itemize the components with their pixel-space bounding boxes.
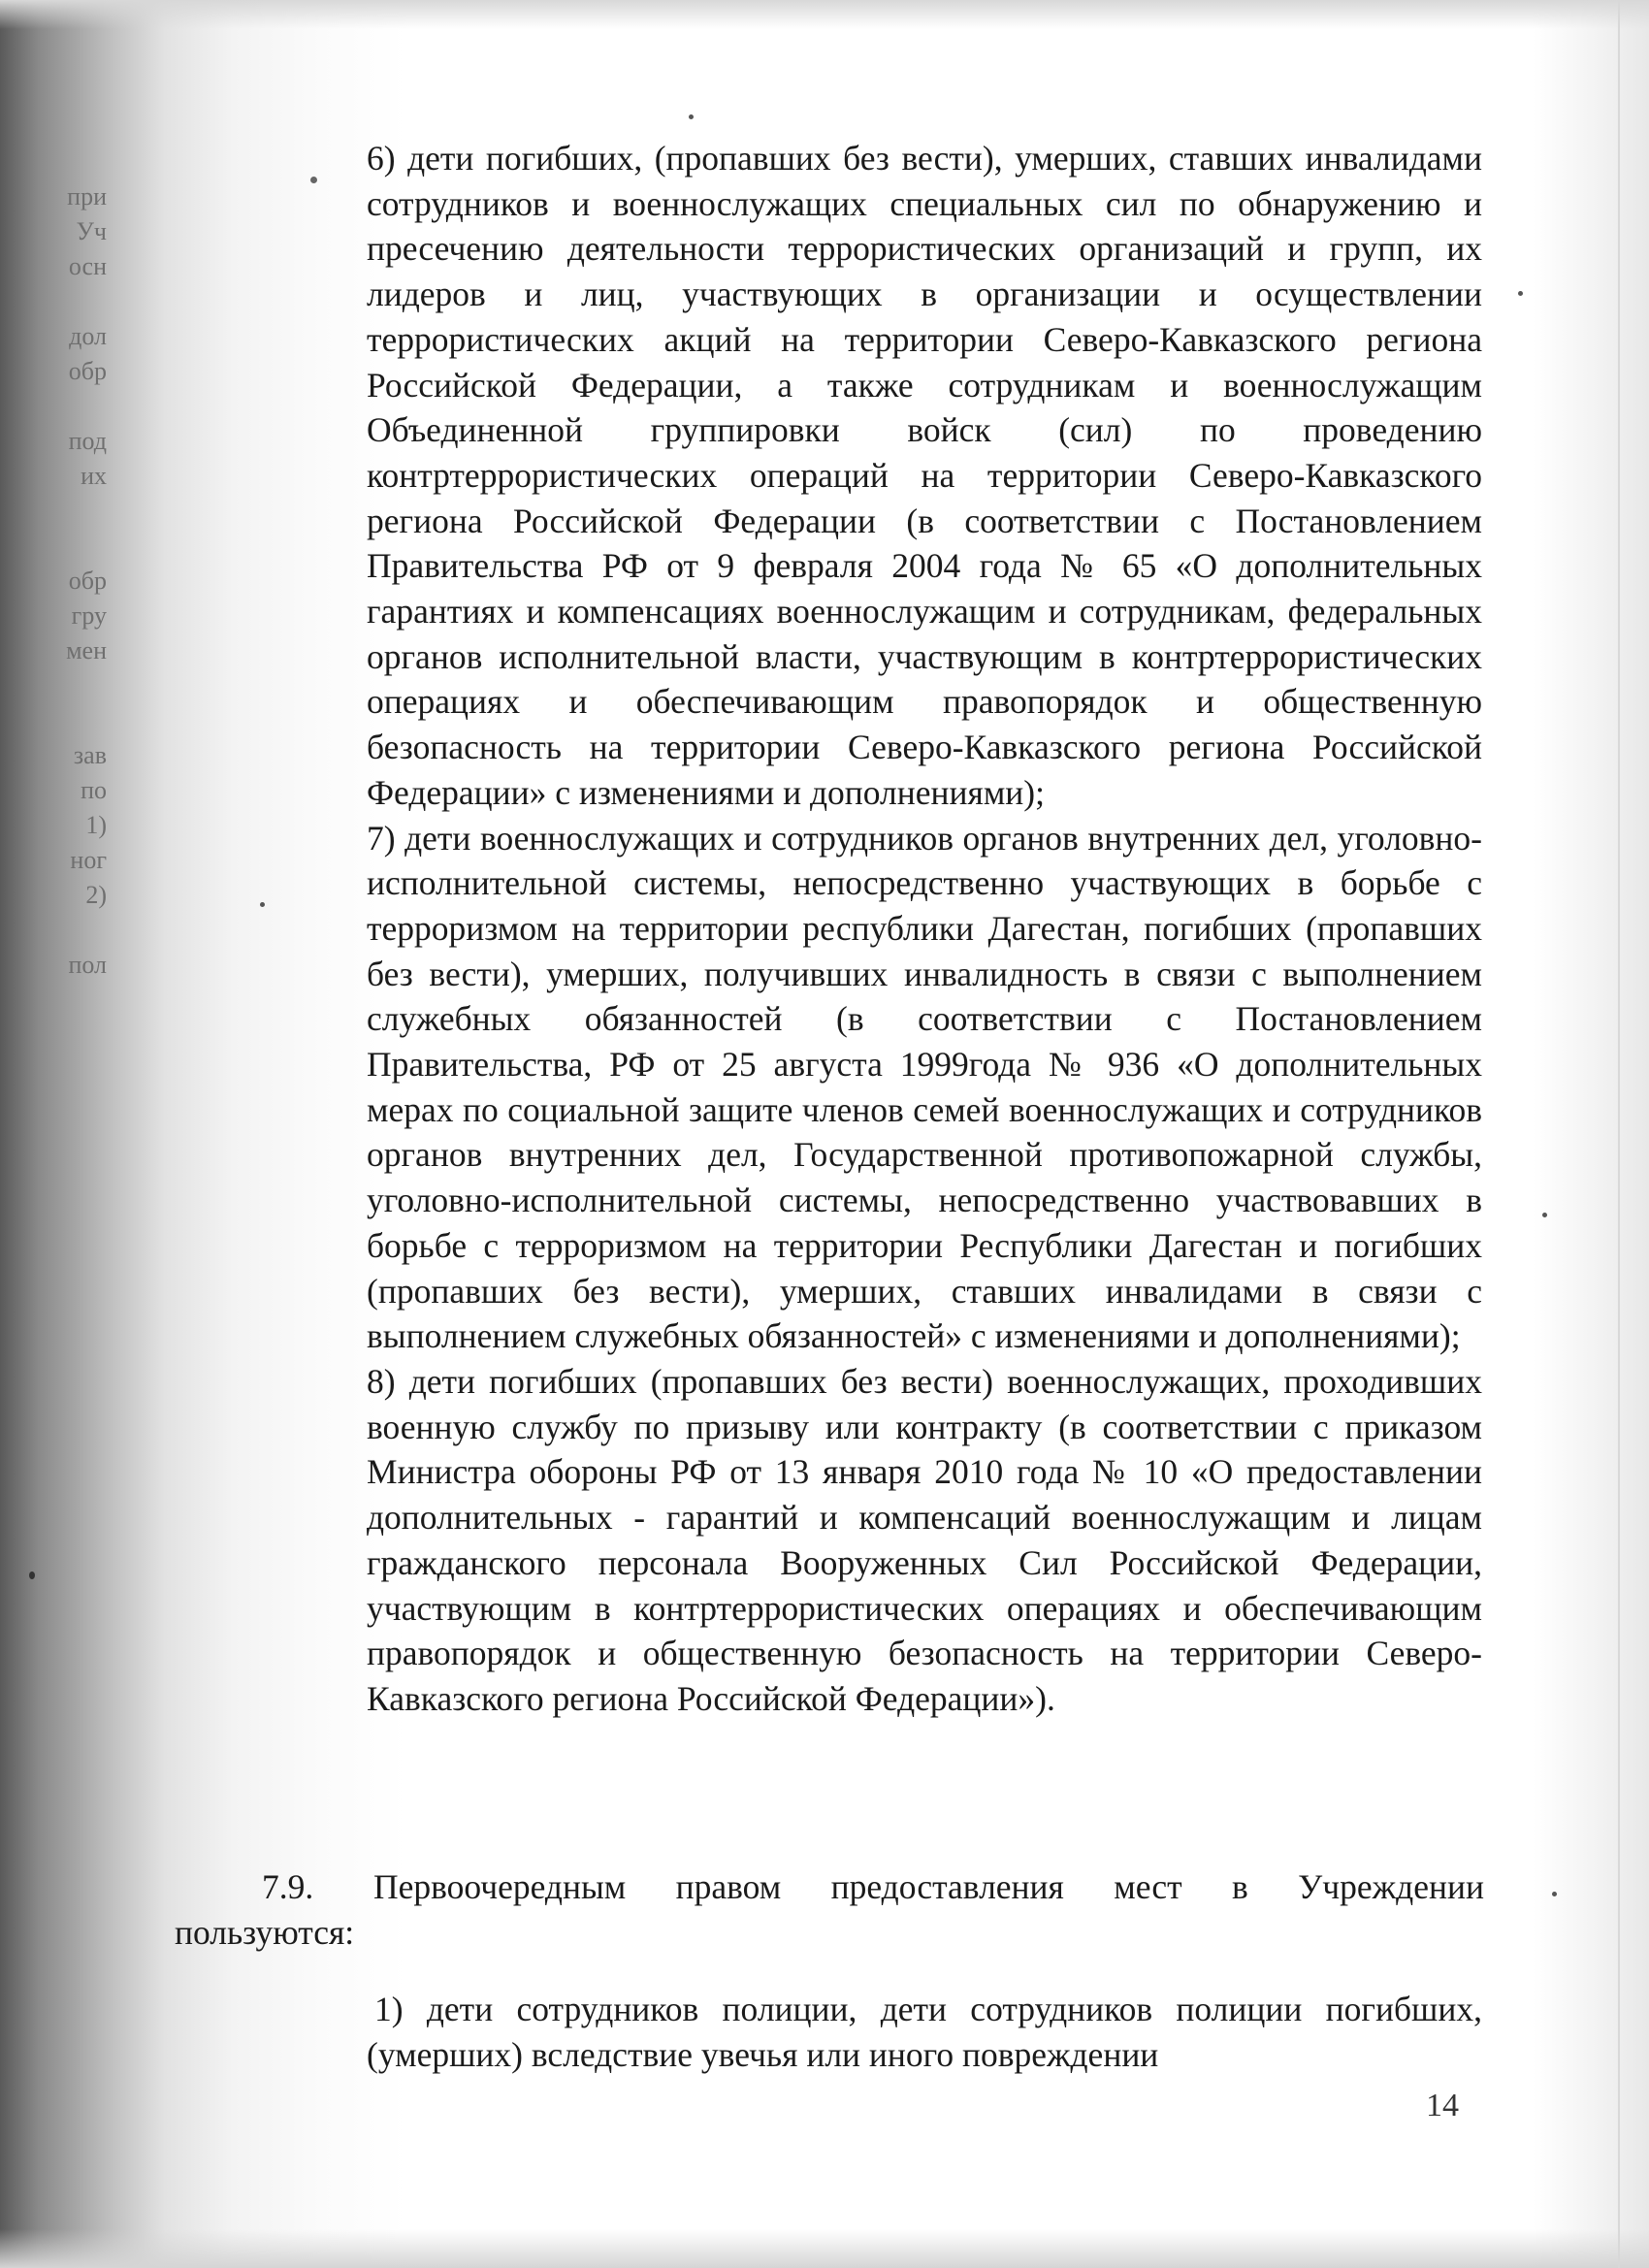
scan-speck bbox=[1518, 291, 1523, 296]
scan-speck bbox=[260, 902, 265, 907]
scan-speck bbox=[29, 1571, 35, 1579]
section-subitem-1 bbox=[367, 1987, 1482, 2077]
bleed-fragment: ног bbox=[70, 846, 107, 874]
list-item-6: 6) дети погибших, (пропавших без вести), умерших, ставших инвалидами сотрудников и военнослужащих специальных сил по обнаружению и пресечению деятельности террористических организаций и групп, их лидеров и лиц, участвующих в организации и осуществлении террористических акций на территории Северо-Кавказского региона Российской Федерации, а также сотрудникам и военнослужащим Объединенной группировки войск (сил) по проведению контртеррористических операций на территории Северо-Кавказского региона Российской Федерации (в соответствии с Постановлением Правительства РФ от 9 февраля 2004 года № 65 «О дополнительных гарантиях и компенсациях военнослужащим и сотрудникам, федеральных органов исполнительной власти, участвующим в контртеррористических операциях и обеспечивающим правопорядок и общественную безопасность на территории Северо-Кавказского региона Российской Федерации» с изменениями и дополнениями); bbox=[367, 139, 1482, 812]
scan-speck bbox=[1542, 1213, 1547, 1217]
bleed-fragment bbox=[0, 529, 107, 564]
bleed-fragment: при bbox=[67, 182, 107, 211]
bleed-fragment: гру bbox=[71, 601, 107, 630]
bleed-fragment: Уч bbox=[76, 217, 107, 245]
list-item-8: 8) дети погибших (пропавших без вести) военнослужащих, проходивших военную службу по призыву или контракту (в соответствии с приказом Министра обороны РФ от 13 января 2010 года № 10 «О предоставлении дополнительных - гарантий и компенсаций военнослужащим и лицам гражданского персонала Вооруженных Сил Российской Федерации, участвующим в контртеррористических операциях и обеспечивающим правопорядок и общественную безопасность на территории Северо-Кавказского региона Российской Федерации»). bbox=[367, 1361, 1482, 1718]
list-item-7: 7) дети военнослужащих и сотрудников органов внутренних дел, уголовно-исполнительной системы, непосредственно участвующих в борьбе с терроризмом на территории республики Дагестан, погибших (пропавших без вести), умерших, получивших инвалидность в связи с выполнением служебных обязанностей (в соответствии с Постановлением Правительства, РФ от 25 августа 1999года № 936 «О дополнительных мерах по социальной защите членов семей военнослужащих и сотрудников органов внутренних дел, Государственной противопожарной службы, уголовно-исполнительной системы, непосредственно участвовавших в борьбе с терроризмом на территории Республики Дагестан и погибших (пропавших без вести), умерших, ставших инвалидами в связи с выполнением служебных обязанностей» с изменениями и дополнениями); bbox=[367, 818, 1482, 1356]
bleed-fragment: их bbox=[81, 462, 107, 490]
section-heading-continuation: пользуются: bbox=[175, 1912, 355, 1952]
document-body bbox=[367, 136, 1482, 1722]
bleed-fragment: под bbox=[68, 427, 107, 455]
bleed-fragment bbox=[0, 913, 107, 948]
page-number: 14 bbox=[1426, 2088, 1459, 2123]
bleed-fragment bbox=[0, 668, 107, 703]
bleed-fragment bbox=[0, 703, 107, 738]
scan-top-shadow bbox=[0, 0, 1649, 29]
bleed-fragment bbox=[0, 284, 107, 319]
bleed-fragment: пол bbox=[68, 951, 107, 979]
bleed-fragment bbox=[0, 389, 107, 424]
scan-speck bbox=[310, 177, 317, 183]
bleed-fragment: по bbox=[81, 776, 107, 804]
bleed-fragment: 2) bbox=[85, 881, 107, 909]
bleed-fragment: осн bbox=[68, 252, 107, 280]
bleed-fragment: зав bbox=[73, 741, 107, 769]
bleed-through-text bbox=[0, 179, 107, 983]
page-right-edge bbox=[1618, 0, 1620, 2268]
bleed-fragment: мен bbox=[66, 636, 107, 664]
scan-speck bbox=[1552, 1892, 1557, 1896]
subitem-text: 1) дети сотрудников полиции, дети сотрудников полиции погибших, (умерших) вследствие увечья или иного повреждении bbox=[367, 1990, 1482, 2074]
section-7-9 bbox=[175, 1864, 1484, 1955]
section-number: 7.9. bbox=[262, 1867, 314, 1906]
bleed-fragment: обр bbox=[68, 567, 107, 595]
bleed-fragment: 1) bbox=[85, 811, 107, 839]
bleed-fragment: дол bbox=[69, 322, 107, 350]
scan-speck bbox=[689, 114, 694, 119]
bleed-fragment bbox=[0, 494, 107, 529]
scan-bottom-shadow bbox=[0, 2229, 1649, 2268]
section-heading-text: Первоочередным правом предоставления мест в Учреждении bbox=[373, 1867, 1484, 1906]
bleed-fragment: обр bbox=[68, 357, 107, 385]
